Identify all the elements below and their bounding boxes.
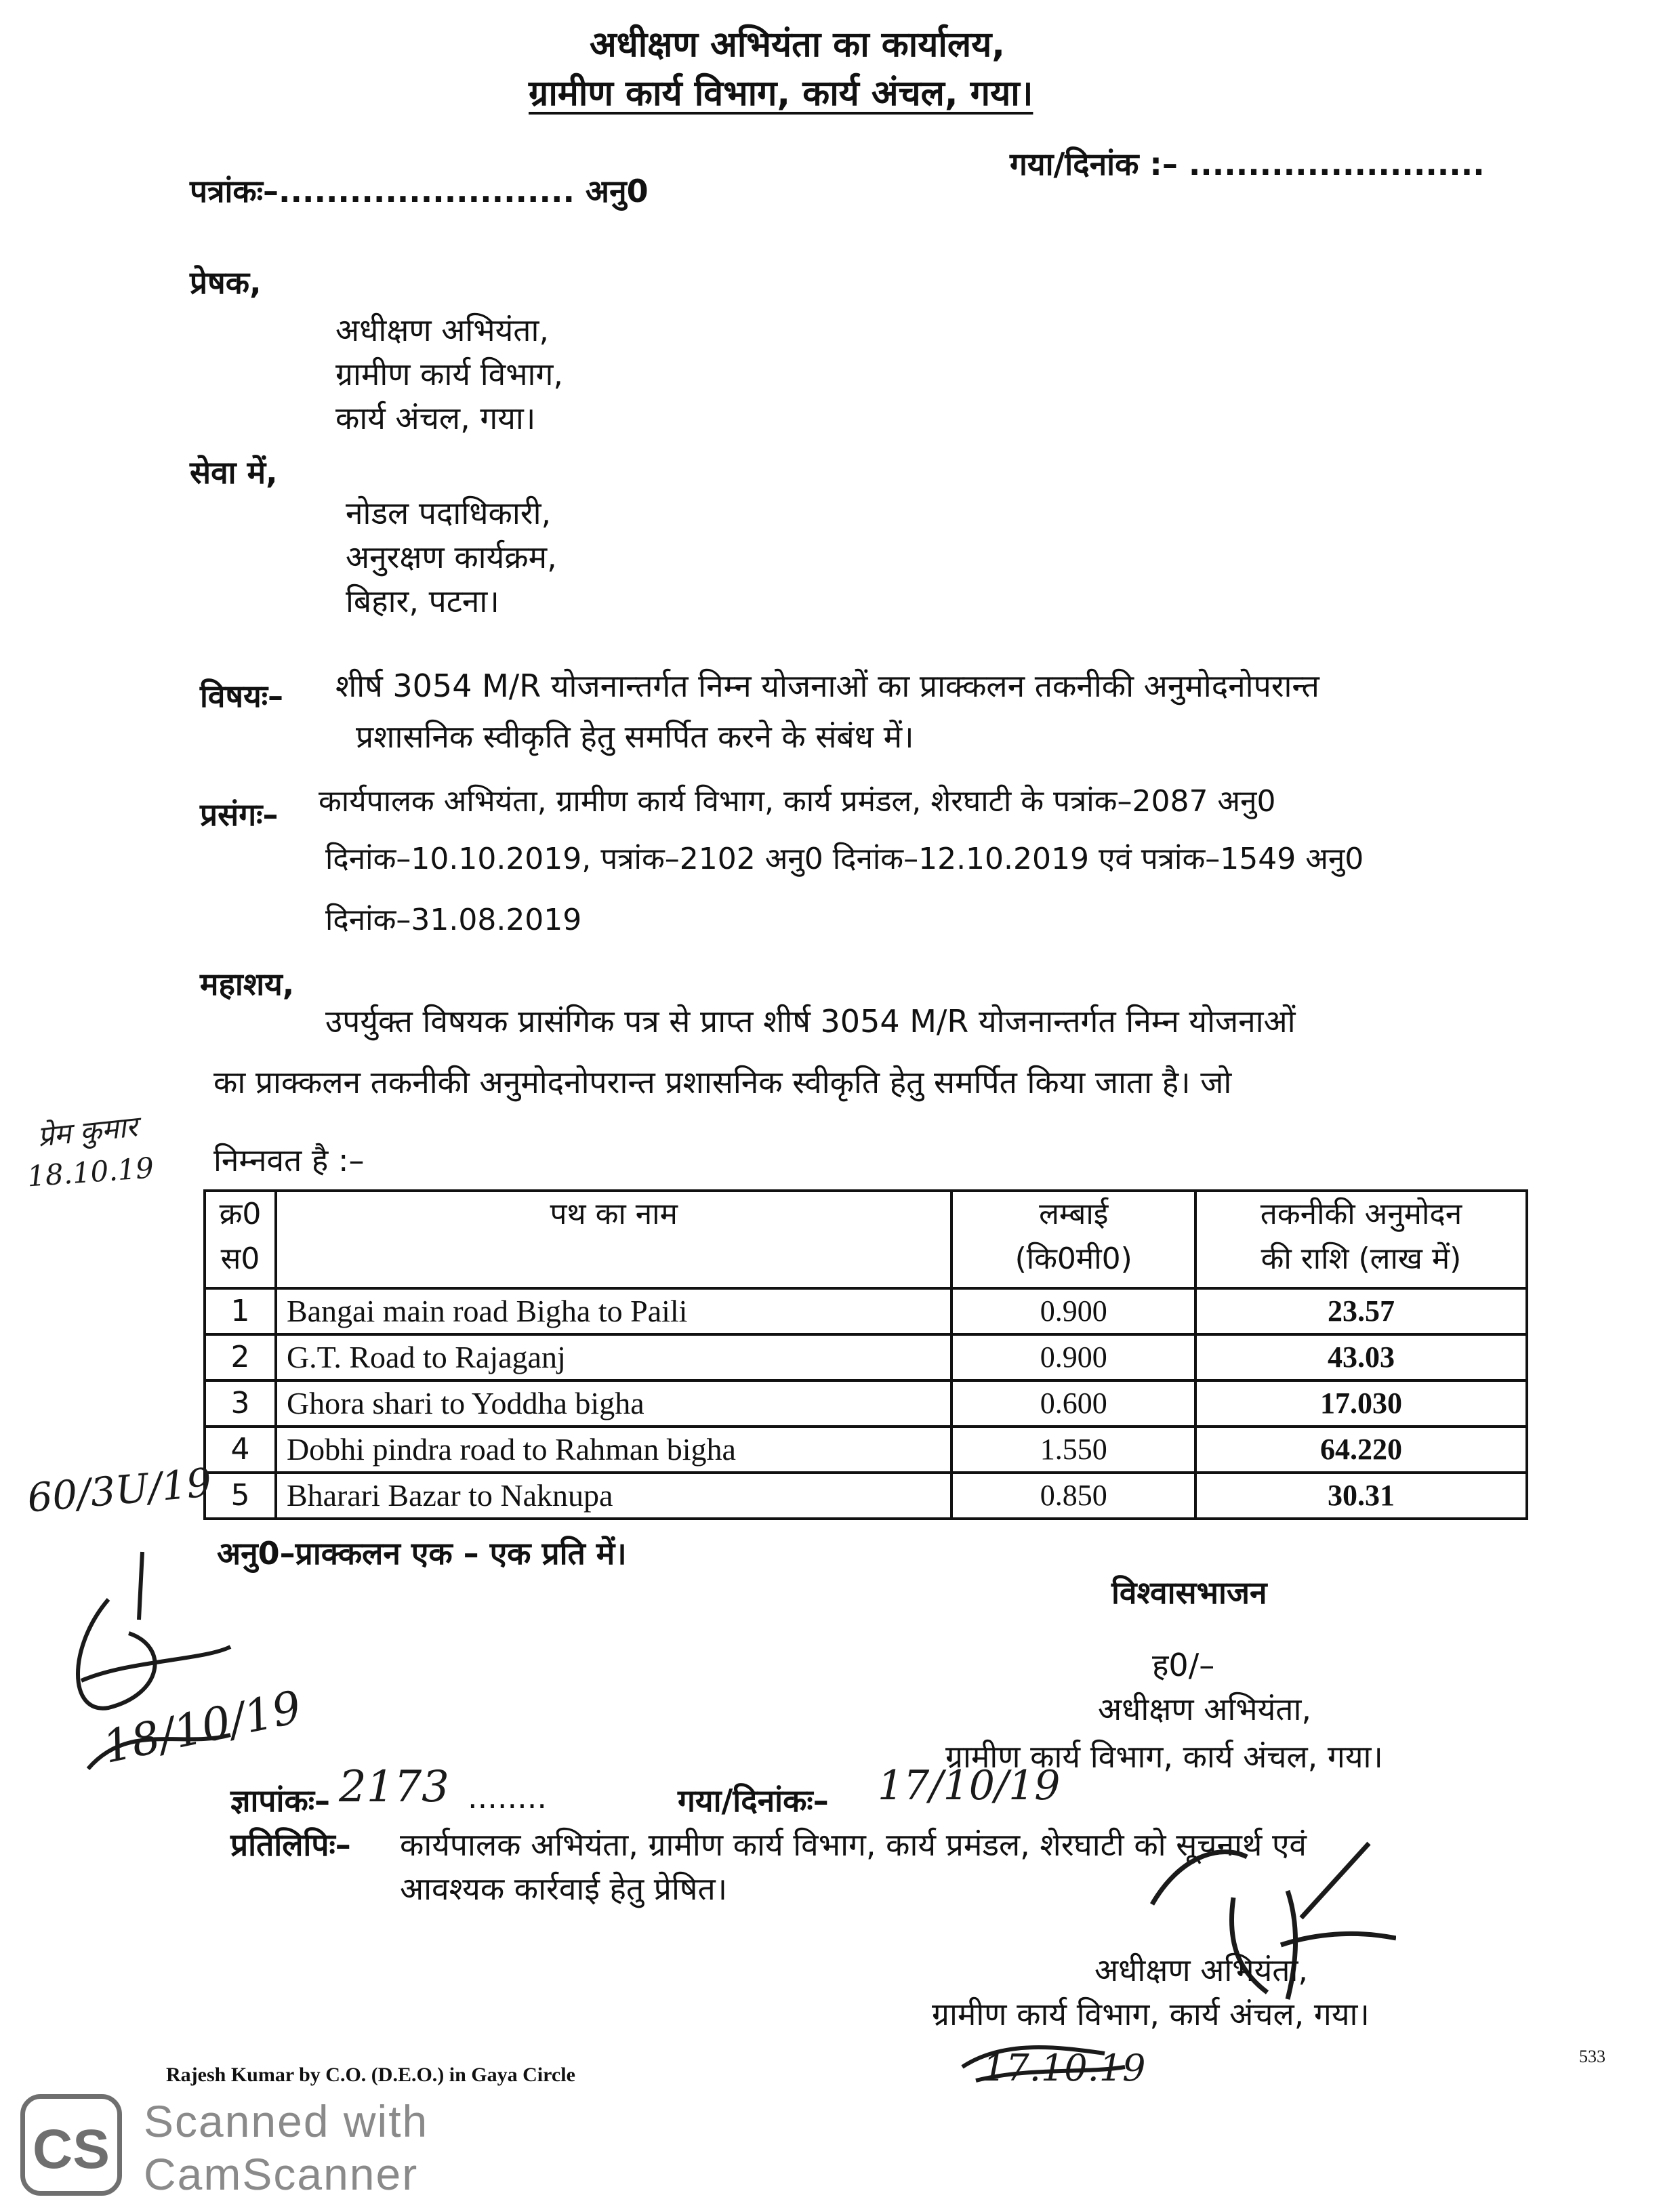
row-amount: 43.03 bbox=[1195, 1334, 1527, 1380]
row-serial: 2 bbox=[205, 1334, 276, 1380]
patrank-line: पत्रांकः–......................... अनु0 bbox=[190, 173, 649, 209]
row-length: 0.900 bbox=[951, 1334, 1195, 1380]
header-road-name: पथ का नाम bbox=[276, 1191, 951, 1288]
handwritten-bottom-date: 17.10.19 bbox=[983, 2047, 1146, 2089]
gyapank-label: ज्ञापांकः– bbox=[230, 1782, 331, 1819]
office-title: अधीक्षण अभियंता का कार्यालय, bbox=[590, 24, 1005, 65]
row-length: 0.900 bbox=[951, 1288, 1195, 1334]
row-length: 1.550 bbox=[951, 1427, 1195, 1473]
body-line-2: का प्राक्कलन तकनीकी अनुमोदनोपरान्त प्रशासनिक स्वीकृति हेतु समर्पित किया जाता है। जो bbox=[213, 1064, 1232, 1101]
sender-label: प्रेषक, bbox=[190, 264, 262, 301]
watermark-line-1: Scanned with bbox=[144, 2096, 429, 2146]
table-row bbox=[205, 1334, 1527, 1380]
recipient-label: सेवा में, bbox=[190, 454, 278, 491]
copy-line-2: आवश्यक कार्रवाई हेतु प्रेषित। bbox=[400, 1870, 728, 1907]
row-road-name: Ghora shari to Yoddha bigha bbox=[276, 1380, 951, 1427]
closing-designation-1: अधीक्षण अभियंता, bbox=[1098, 1691, 1312, 1727]
row-serial: 5 bbox=[205, 1473, 276, 1519]
office-subtitle: ग्रामीण कार्य विभाग, कार्य अंचल, गया। bbox=[529, 73, 1033, 114]
row-road-name: Bangai main road Bigha to Paili bbox=[276, 1288, 951, 1334]
context-label: प्रसंगः– bbox=[200, 796, 279, 833]
table-row bbox=[205, 1288, 1527, 1334]
sender-line-3: कार्य अंचल, गया। bbox=[335, 400, 536, 436]
header-amount: तकनीकी अनुमोदन की राशि (लाख में) bbox=[1195, 1191, 1527, 1288]
camscanner-logo: CS bbox=[20, 2094, 122, 2196]
row-serial: 3 bbox=[205, 1380, 276, 1427]
table-row bbox=[205, 1380, 1527, 1427]
memo-date-value: 17/10/19 bbox=[878, 1762, 1061, 1809]
recipient-line-1: नोडल पदाधिकारी, bbox=[346, 495, 552, 531]
context-line-3: दिनांक–31.08.2019 bbox=[325, 903, 582, 937]
context-line-2: दिनांक–10.10.2019, पत्रांक–2102 अनु0 दिनांक–12.10.2019 एवं पत्रांक–1549 अनु0 bbox=[325, 842, 1364, 876]
row-amount: 23.57 bbox=[1195, 1288, 1527, 1334]
closing2-designation-2: ग्रामीण कार्य विभाग, कार्य अंचल, गया। bbox=[932, 1996, 1370, 2032]
table-row bbox=[205, 1427, 1527, 1473]
recipient-line-3: बिहार, पटना। bbox=[346, 583, 499, 619]
table-row bbox=[205, 1473, 1527, 1519]
closing2-designation-1: अधीक्षण अभियंता, bbox=[1094, 1952, 1309, 1988]
body-line-3: निम्नवत है :– bbox=[213, 1142, 365, 1179]
date-line: गया/दिनांक :– ......................... bbox=[1010, 146, 1485, 182]
road-schemes-table bbox=[203, 1189, 1528, 1520]
closing-yours: विश्वासभाजन bbox=[1111, 1574, 1267, 1611]
handwritten-name-date: 18.10.19 bbox=[26, 1151, 155, 1193]
handwritten-name-note: प्रेम कुमार bbox=[35, 1109, 140, 1153]
memo-date-label: गया/दिनांकः– bbox=[678, 1782, 829, 1819]
subject-line-2: प्रशासनिक स्वीकृति हेतु समर्पित करने के संबंध में। bbox=[356, 718, 914, 755]
sender-line-1: अधीक्षण अभियंता, bbox=[335, 312, 550, 348]
copy-label: प्रतिलिपिः– bbox=[230, 1826, 351, 1863]
row-amount: 64.220 bbox=[1195, 1427, 1527, 1473]
body-line-1: उपर्युक्त विषयक प्रासंगिक पत्र से प्राप्त शीर्ष 3054 M/R योजनान्तर्गत निम्न योजनाओं bbox=[325, 1003, 1296, 1040]
row-serial: 4 bbox=[205, 1427, 276, 1473]
row-serial: 1 bbox=[205, 1288, 276, 1334]
subject-line-1: शीर्ष 3054 M/R योजनान्तर्गत निम्न योजनाओं का प्राक्कलन तकनीकी अनुमोदनोपरान्त bbox=[335, 668, 1319, 704]
enclosure-note: अनु0–प्राक्कलन एक – एक प्रति में। bbox=[217, 1535, 627, 1572]
handwritten-margin-note: 60/3U/19 bbox=[25, 1459, 213, 1521]
subject-label: विषयः– bbox=[200, 678, 284, 714]
gyapank-dots: ........ bbox=[468, 1779, 547, 1816]
gyapank-value: 2173 bbox=[339, 1762, 449, 1812]
typist-footer: Rajesh Kumar by C.O. (D.E.O.) in Gaya Circle bbox=[166, 2064, 575, 2086]
copy-line-1: कार्यपालक अभियंता, ग्रामीण कार्य विभाग, कार्य प्रमंडल, शेरघाटी को सूचनार्थ एवं bbox=[400, 1826, 1307, 1863]
table-header-row bbox=[205, 1191, 1527, 1288]
row-length: 0.600 bbox=[951, 1380, 1195, 1427]
context-line-1: कार्यपालक अभियंता, ग्रामीण कार्य विभाग, कार्य प्रमंडल, शेरघाटी के पत्रांक–2087 अनु0 bbox=[319, 784, 1276, 819]
row-road-name: Dobhi pindra road to Rahman bigha bbox=[276, 1427, 951, 1473]
handwritten-sign-date: 18/10/19 bbox=[98, 1681, 306, 1774]
row-road-name: G.T. Road to Rajaganj bbox=[276, 1334, 951, 1380]
row-amount: 17.030 bbox=[1195, 1380, 1527, 1427]
closing-designation-2: ग्रामीण कार्य विभाग, कार्य अंचल, गया। bbox=[945, 1738, 1383, 1775]
recipient-line-2: अनुरक्षण कार्यक्रम, bbox=[346, 539, 557, 575]
row-road-name: Bharari Bazar to Naknupa bbox=[276, 1473, 951, 1519]
watermark-line-2: CamScanner bbox=[144, 2149, 419, 2199]
closing-signed: ह0/– bbox=[1152, 1647, 1215, 1683]
row-amount: 30.31 bbox=[1195, 1473, 1527, 1519]
sender-line-2: ग्रामीण कार्य विभाग, bbox=[335, 356, 563, 392]
page-number: 533 bbox=[1579, 2047, 1605, 2066]
row-length: 0.850 bbox=[951, 1473, 1195, 1519]
salutation: महाशय, bbox=[200, 966, 295, 1002]
header-length: लम्बाई (कि0मी0) bbox=[951, 1191, 1195, 1288]
header-serial: क्र0 स0 bbox=[205, 1191, 276, 1288]
